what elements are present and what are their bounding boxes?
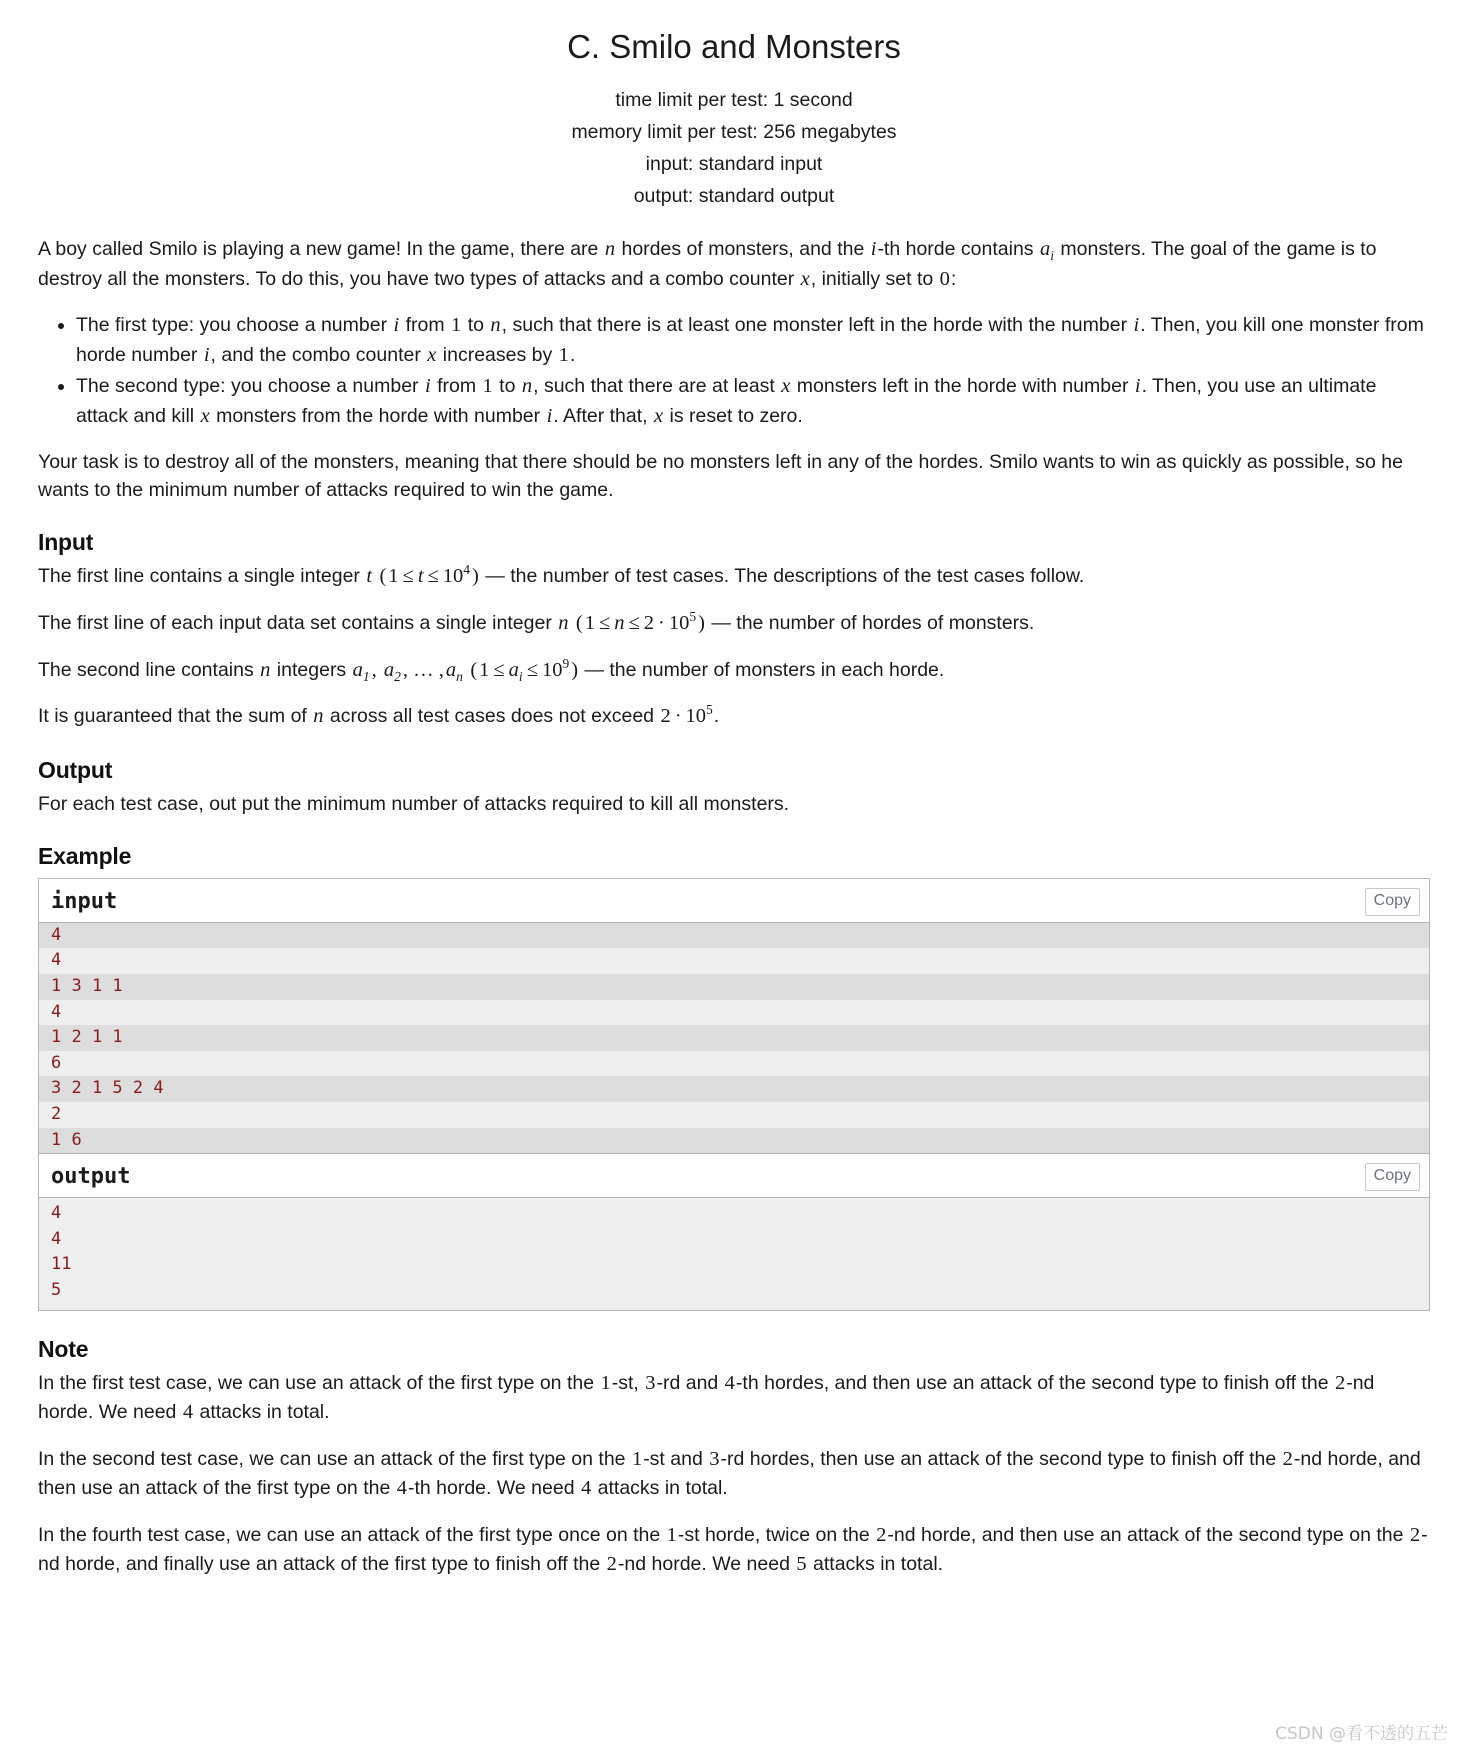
math-num: 4 bbox=[580, 1477, 592, 1500]
math-a1-base: a bbox=[352, 658, 363, 681]
math-power bbox=[668, 609, 697, 634]
b2-text-c: to bbox=[493, 375, 521, 398]
math-x: x bbox=[800, 267, 810, 290]
math-num: 1 bbox=[600, 1371, 611, 1394]
math-num: 1 bbox=[666, 1523, 677, 1546]
np3-f: attacks in total. bbox=[807, 1553, 944, 1576]
np1-a: In the first test case, we can use an attack of the first type on the bbox=[38, 1371, 600, 1394]
b1-text-c: to bbox=[462, 314, 490, 337]
section-heading-example: Example bbox=[38, 842, 132, 869]
ip1-b: — the number of test cases. The descriptions of the test cases follow. bbox=[479, 565, 1085, 588]
b1-text-a: The first type: you choose a number bbox=[76, 314, 393, 337]
np1-b: -st, bbox=[611, 1371, 645, 1394]
note-paragraph-1 bbox=[38, 1369, 1430, 1428]
intro-text-b: hordes of monsters, and the bbox=[616, 238, 870, 261]
intro-text-d: monsters. The goal of the game is to destroy all the monsters. To do this, you have two types of attacks and a combo counter bbox=[38, 238, 1377, 290]
math-num: 5 bbox=[796, 1553, 807, 1576]
input-paragraph-3 bbox=[38, 656, 1430, 686]
math-n: n bbox=[521, 375, 533, 398]
math-le: ≤ bbox=[598, 612, 611, 634]
np2-e: -th horde. We need bbox=[407, 1477, 580, 1500]
math-ai-sub: i bbox=[1050, 248, 1054, 264]
b1-text-f: , and the combo counter bbox=[210, 343, 427, 366]
math-an-base: a bbox=[445, 658, 457, 681]
math-an bbox=[445, 658, 464, 684]
math-power-base: 10 bbox=[541, 658, 563, 681]
sample-input-content[interactable] bbox=[39, 923, 1429, 1153]
math-num: 1 bbox=[631, 1447, 643, 1470]
code-line: 3 2 1 5 2 4 bbox=[39, 1076, 1429, 1102]
math-t: t bbox=[417, 565, 424, 588]
paren-close: ) bbox=[571, 658, 579, 681]
math-num: 4 bbox=[396, 1477, 407, 1500]
copy-input-button[interactable]: Copy bbox=[1365, 888, 1420, 916]
math-num: 2 bbox=[606, 1553, 617, 1576]
intro-text-a: A boy called Smilo is playing a new game! In the game, there are bbox=[38, 238, 604, 261]
output-mode: output: standard output bbox=[633, 185, 835, 208]
paren-open: ( bbox=[379, 565, 387, 588]
math-n: n bbox=[490, 314, 501, 337]
time-limit: time limit per test: 1 second bbox=[615, 89, 853, 112]
math-n: n bbox=[260, 658, 271, 681]
statement-intro bbox=[38, 235, 1430, 294]
math-one: 1 bbox=[479, 658, 490, 681]
math-num: 4 bbox=[182, 1401, 194, 1424]
code-line: 1 2 1 1 bbox=[39, 1025, 1429, 1051]
ip3-c: — the number of monsters in each horde. bbox=[579, 658, 945, 681]
sample-input-label: input bbox=[51, 888, 118, 914]
math-num: 2 bbox=[876, 1523, 887, 1546]
math-cdot: · bbox=[658, 612, 665, 634]
paren-open: ( bbox=[470, 658, 478, 681]
ip4-a: It is guaranteed that the sum of bbox=[38, 705, 313, 728]
b2-text-f: . Then, you use an ultimate attack and kill bbox=[76, 375, 1377, 427]
b1-text-h: . bbox=[569, 343, 576, 366]
math-n: n bbox=[604, 238, 616, 261]
math-one: 1 bbox=[584, 612, 595, 634]
b2-text-g: monsters from the horde with number bbox=[210, 404, 546, 427]
ip3-a: The second line contains bbox=[38, 658, 260, 681]
np1-c: -rd and bbox=[656, 1371, 724, 1394]
math-one: 1 bbox=[482, 375, 493, 398]
problem-header bbox=[38, 26, 1430, 213]
math-i: i bbox=[424, 375, 431, 398]
math-le: ≤ bbox=[628, 612, 640, 634]
np3-a: In the fourth test case, we can use an attack of the first type once on the bbox=[38, 1523, 666, 1546]
b1-text-e: . Then, you kill one monster from horde number bbox=[76, 314, 1424, 366]
note-paragraph-3 bbox=[38, 1521, 1430, 1580]
b1-text-b: from bbox=[400, 314, 451, 337]
copy-output-button[interactable]: Copy bbox=[1365, 1163, 1420, 1191]
code-line: 5 bbox=[51, 1279, 62, 1300]
math-power-base: 10 bbox=[668, 612, 690, 634]
ip4-c: . bbox=[713, 705, 720, 728]
math-power-exp: 4 bbox=[463, 562, 471, 578]
math-x: x bbox=[653, 404, 664, 427]
b2-text-a: The second type: you choose a number bbox=[76, 375, 424, 398]
comma-1: , bbox=[371, 658, 382, 681]
np2-b: -st and bbox=[643, 1447, 709, 1470]
sample-input-header bbox=[39, 879, 1429, 923]
statement-task: Your task is to destroy all of the monsters, meaning that there should be no monsters left in any of the hordes. Smilo wants to win as quickly as possible, so he wants to the minimum number of attacks required to win the game. bbox=[38, 451, 1403, 502]
math-ai bbox=[508, 658, 524, 684]
math-i: i bbox=[546, 404, 553, 427]
math-power bbox=[685, 702, 714, 728]
code-line: 2 bbox=[39, 1102, 1429, 1128]
math-le: ≤ bbox=[427, 565, 439, 588]
math-n: n bbox=[558, 612, 569, 634]
math-ai-base: a bbox=[508, 658, 519, 681]
section-heading-note: Note bbox=[38, 1335, 89, 1362]
code-line: 1 3 1 1 bbox=[39, 974, 1429, 1000]
math-i: i bbox=[1133, 314, 1140, 337]
math-power bbox=[541, 655, 570, 681]
list-item bbox=[76, 372, 1430, 431]
sample-output-content[interactable] bbox=[39, 1198, 1429, 1309]
math-num: 4 bbox=[724, 1371, 735, 1394]
ip2-b: — the number of hordes of monsters. bbox=[705, 612, 1035, 634]
math-one: 1 bbox=[451, 314, 462, 337]
np1-e: -nd horde. We need bbox=[38, 1371, 1375, 1424]
math-le: ≤ bbox=[402, 565, 414, 588]
intro-text-c: -th horde contains bbox=[877, 238, 1039, 261]
math-an-sub: n bbox=[456, 668, 463, 684]
np2-f: attacks in total. bbox=[592, 1477, 728, 1500]
math-num: 2 bbox=[1282, 1447, 1293, 1470]
b2-text-b: from bbox=[431, 375, 482, 398]
np2-d: -nd horde, and then use an attack of the first type on the bbox=[38, 1447, 1421, 1500]
math-i: i bbox=[1134, 375, 1141, 398]
intro-text-e: , initially set to bbox=[810, 267, 939, 290]
code-line: 1 6 bbox=[39, 1128, 1429, 1154]
math-num: 3 bbox=[709, 1447, 720, 1470]
math-a2-sub: 2 bbox=[394, 668, 401, 684]
b2-text-h: . After that, bbox=[553, 404, 653, 427]
np3-e: -nd horde. We need bbox=[617, 1553, 796, 1576]
csdn-watermark: CSDN @看不透的五芒 bbox=[1275, 1724, 1448, 1744]
math-t: t bbox=[366, 565, 373, 588]
b2-text-j: is reset to zero. bbox=[664, 404, 803, 427]
input-mode: input: standard input bbox=[645, 153, 823, 176]
sample-output-box bbox=[38, 1154, 1430, 1310]
np3-b: -st horde, twice on the bbox=[677, 1523, 876, 1546]
math-power-exp: 5 bbox=[706, 702, 713, 718]
paren-open: ( bbox=[575, 612, 583, 634]
math-num: 3 bbox=[645, 1371, 656, 1394]
code-line: 4 bbox=[51, 1228, 62, 1249]
np1-d: -th hordes, and then use an attack of the second type to finish off the bbox=[735, 1371, 1334, 1394]
ip2-a: The first line of each input data set contains a single integer bbox=[38, 612, 558, 634]
math-x: x bbox=[200, 404, 210, 427]
math-ai bbox=[1039, 238, 1055, 264]
code-line: 4 bbox=[39, 923, 1429, 949]
ip4-b: across all test cases does not exceed bbox=[324, 705, 660, 728]
sample-tests bbox=[38, 878, 1430, 1311]
math-i: i bbox=[203, 343, 210, 366]
output-paragraph: For each test case, out put the minimum number of attacks required to kill all monsters. bbox=[38, 792, 790, 815]
list-item bbox=[76, 311, 1430, 370]
input-paragraph-2 bbox=[38, 609, 1430, 639]
sample-output-label: output bbox=[51, 1164, 131, 1190]
math-power-base: 10 bbox=[685, 705, 707, 728]
math-one: 1 bbox=[558, 343, 569, 366]
section-heading-output: Output bbox=[38, 756, 113, 783]
math-cdot: · bbox=[674, 705, 682, 728]
math-two: 2 bbox=[643, 612, 655, 634]
np2-c: -rd hordes, then use an attack of the second type to finish off the bbox=[720, 1447, 1282, 1470]
math-a2 bbox=[383, 658, 402, 684]
b2-text-d: , such that there are at least bbox=[533, 375, 781, 398]
attack-types-list bbox=[38, 311, 1430, 431]
section-heading-input: Input bbox=[38, 529, 94, 556]
intro-text-f: : bbox=[950, 267, 957, 290]
sample-input-box bbox=[38, 878, 1430, 1154]
np3-c: -nd horde, and then use an attack of the second type on the bbox=[887, 1523, 1409, 1546]
math-ai-base: a bbox=[1039, 238, 1051, 261]
note-paragraph-2 bbox=[38, 1445, 1430, 1504]
math-x: x bbox=[427, 343, 437, 366]
math-i: i bbox=[393, 314, 400, 337]
ip1-a: The first line contains a single integer bbox=[38, 565, 366, 588]
b1-text-g: increases by bbox=[437, 343, 558, 366]
math-power-base: 10 bbox=[442, 565, 464, 588]
math-ellipsis: , … , bbox=[402, 658, 444, 681]
math-i: i bbox=[870, 238, 877, 261]
input-paragraph-4 bbox=[38, 702, 1430, 732]
math-n: n bbox=[614, 612, 625, 634]
b2-text-e: monsters left in the horde with number bbox=[791, 375, 1134, 398]
math-x: x bbox=[781, 375, 791, 398]
math-two: 2 bbox=[660, 705, 671, 728]
math-power-exp: 5 bbox=[689, 609, 697, 625]
math-zero: 0 bbox=[939, 267, 950, 290]
math-power bbox=[442, 562, 471, 588]
code-line: 4 bbox=[39, 948, 1429, 974]
code-line: 6 bbox=[39, 1051, 1429, 1077]
code-line: 4 bbox=[39, 1000, 1429, 1026]
problem-statement bbox=[38, 235, 1430, 1580]
ip3-b: integers bbox=[271, 658, 352, 681]
sample-output-header bbox=[39, 1154, 1429, 1198]
math-num: 2 bbox=[1409, 1523, 1421, 1546]
np2-a: In the second test case, we can use an attack of the first type on the bbox=[38, 1447, 631, 1470]
math-one: 1 bbox=[388, 565, 399, 588]
math-a1 bbox=[352, 658, 371, 684]
paren-close: ) bbox=[698, 612, 705, 634]
math-a2-base: a bbox=[383, 658, 395, 681]
code-line: 4 bbox=[51, 1203, 62, 1224]
np1-f: attacks in total. bbox=[194, 1401, 330, 1424]
input-paragraph-1 bbox=[38, 562, 1430, 592]
page-title: C. Smilo and Monsters bbox=[567, 28, 901, 65]
math-a1-sub: 1 bbox=[362, 668, 370, 684]
math-n: n bbox=[313, 705, 324, 728]
math-ai-sub: i bbox=[518, 668, 523, 684]
math-num: 2 bbox=[1334, 1371, 1346, 1394]
b1-text-d: , such that there is at least one monster left in the horde with the number bbox=[501, 314, 1133, 337]
paren-close: ) bbox=[472, 565, 479, 588]
code-line: 11 bbox=[51, 1254, 72, 1275]
math-le: ≤ bbox=[493, 658, 505, 681]
np3-d: -nd horde, and finally use an attack of the first type to finish off the bbox=[38, 1523, 1428, 1576]
memory-limit: memory limit per test: 256 megabytes bbox=[571, 121, 897, 144]
math-le: ≤ bbox=[526, 658, 538, 681]
math-power-exp: 9 bbox=[562, 655, 570, 671]
